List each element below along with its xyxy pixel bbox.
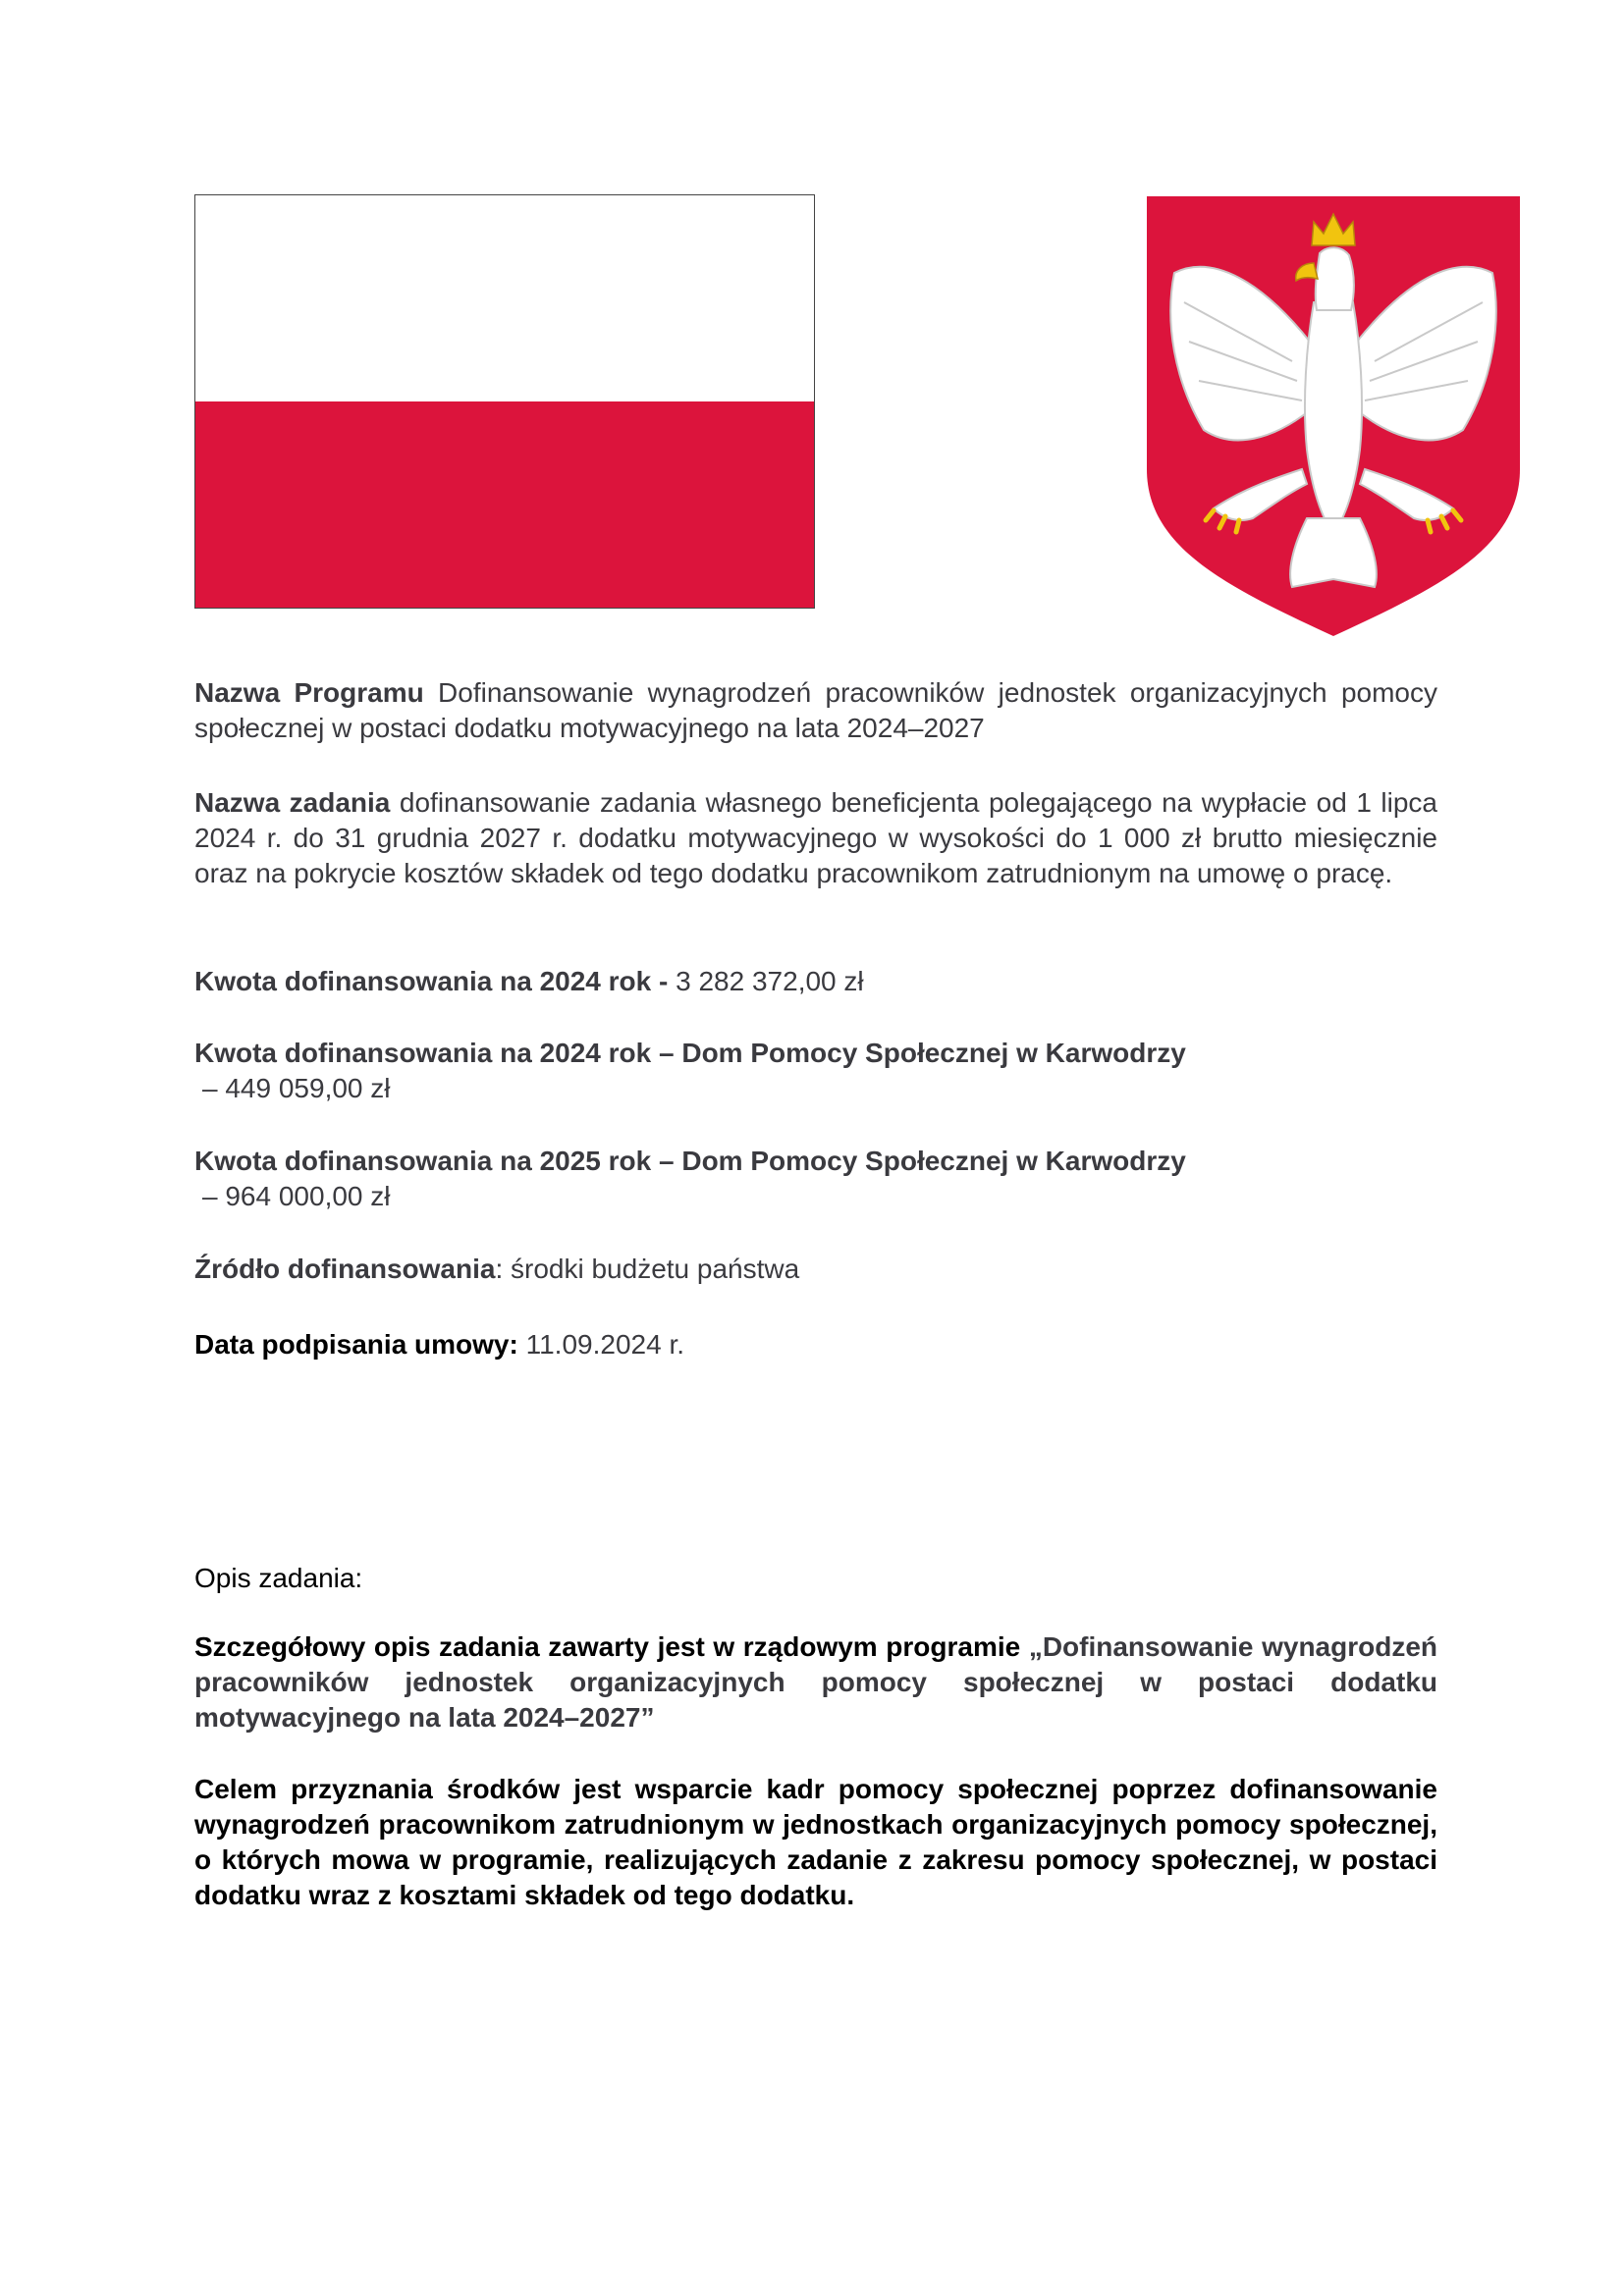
task-name xyxy=(194,785,1437,891)
description-paragraph-1-lead: Szczegółowy opis zadania zawarty jest w rządowym programie xyxy=(194,1631,1021,1662)
amount-2025-dps xyxy=(194,1144,1437,1214)
signing-date-label: Data podpisania umowy: xyxy=(194,1329,518,1360)
task-label: Nazwa zadania xyxy=(194,787,391,818)
description-program-quote: „Dofinansowanie wynagrodzeń pracowników jednostek organizacyjnych pomocy społecznej w postaci dodatku motywacyjnego na lata 2024–2027” xyxy=(194,1631,1437,1733)
amount-2024 xyxy=(194,964,1437,999)
amount-2024-dps-label: Kwota dofinansowania na 2024 rok – Dom Pomocy Społecznej w Karwodrzy xyxy=(194,1038,1186,1068)
amount-2024-label: Kwota dofinansowania na 2024 rok - xyxy=(194,966,669,996)
amount-2024-dps-value: – 449 059,00 zł xyxy=(202,1073,391,1103)
funding-source-label: Źródło dofinansowania xyxy=(194,1254,496,1284)
flag-red-stripe xyxy=(195,401,814,608)
polish-flag xyxy=(194,194,815,609)
program-label: Nazwa Programu xyxy=(194,677,424,708)
funding-source-value: : środki budżetu państwa xyxy=(495,1254,800,1284)
flag-white-stripe xyxy=(195,195,814,401)
description-paragraph-2-text: Celem przyznania środków jest wsparcie kadr pomocy społecznej poprzez dofinansowanie wynagrodzeń pracownikom zatrudnionym w jednostkach organizacyjnych pomocy społecznej, o których mowa w programie, realizujących zadanie z zakresu pomocy społecznej, w postaci dodatku wraz z kosztami składek od tego dodatku. xyxy=(194,1774,1437,1910)
description-heading: Opis zadania: xyxy=(194,1563,363,1593)
amount-2024-value: 3 282 372,00 zł xyxy=(676,966,864,996)
program-value: Dofinansowanie wynagrodzeń pracowników jednostek organizacyjnych pomocy społecznej w postaci dodatku motywacyjnego na lata 2024–2027 xyxy=(194,677,1437,743)
signing-date xyxy=(194,1327,1437,1362)
program-name xyxy=(194,675,1437,746)
signing-date-value: 11.09.2024 r. xyxy=(525,1329,685,1360)
amount-2024-dps xyxy=(194,1036,1437,1106)
amount-2025-dps-label: Kwota dofinansowania na 2025 rok – Dom Pomocy Społecznej w Karwodrzy xyxy=(194,1146,1186,1176)
description-paragraph-2 xyxy=(194,1772,1437,1913)
description-paragraph-1 xyxy=(194,1629,1437,1735)
funding-source xyxy=(194,1252,1437,1287)
coat-of-arms-emblem xyxy=(1145,194,1522,638)
task-value: dofinansowanie zadania własnego beneficjenta polegającego na wypłacie od 1 lipca 2024 r. do 31 grudnia 2027 r. dodatku motywacyjnego w wysokości do 1 000 zł brutto miesięcznie oraz na pokrycie kosztów składek od tego dodatku pracownikom zatrudnionym na umowę o pracę. xyxy=(194,787,1437,888)
amount-2025-dps-value: – 964 000,00 zł xyxy=(202,1181,391,1211)
